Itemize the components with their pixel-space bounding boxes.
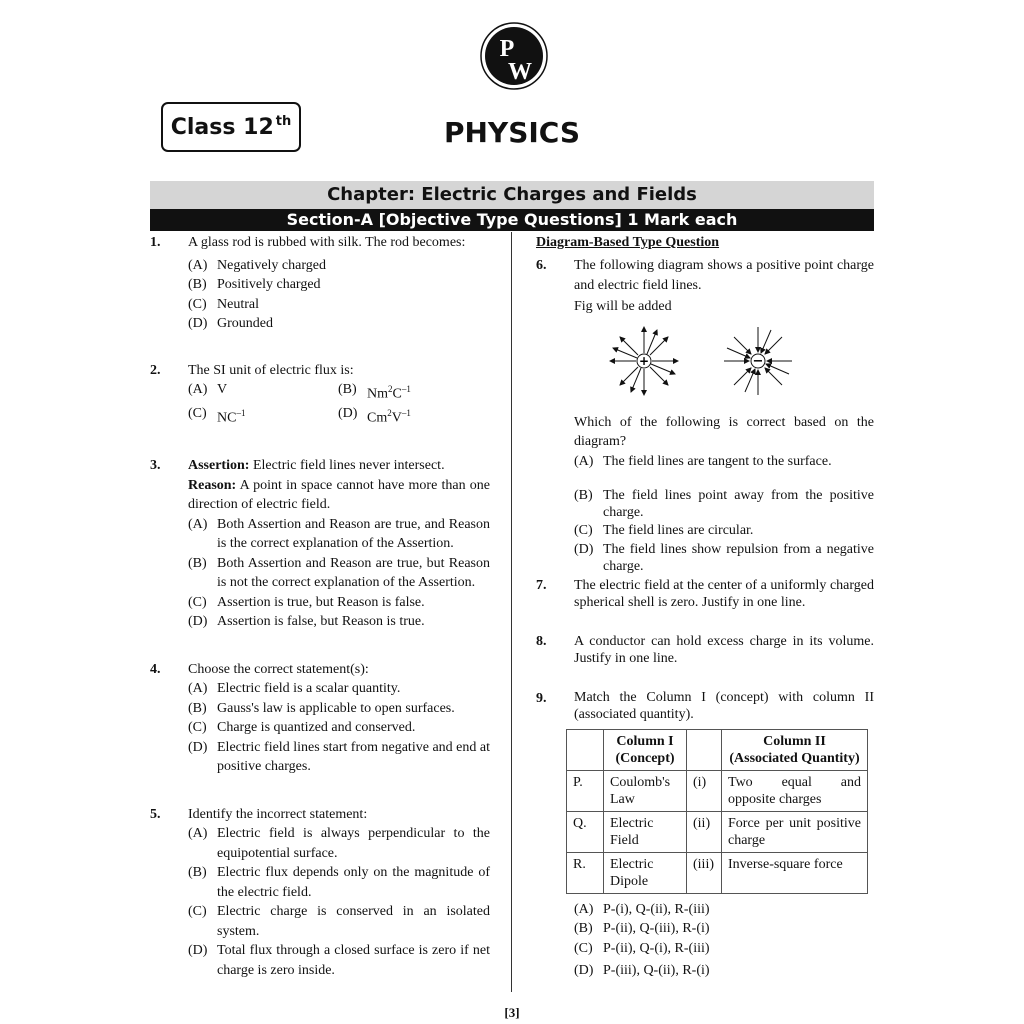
option: (A) V <box>188 382 228 397</box>
question-number: 6. <box>536 258 547 273</box>
option: (B) $Nm^2C^{-1}$ <box>338 382 411 402</box>
question-number: 4. <box>150 661 161 677</box>
table-row: P. Coulomb's Law (i) Two equal and opposite charges <box>567 770 868 811</box>
option: (C) $NC^{-1}$ <box>188 406 246 426</box>
right-column <box>536 233 874 1009</box>
option: (D) Assertion is false, but Reason is true. <box>188 614 425 630</box>
question-text: A glass rod is rubbed with silk. The rod becomes: <box>188 235 466 250</box>
svg-text:P: P <box>499 36 515 62</box>
question-text: Match the Column I (concept) with column II (associated quantity). <box>574 689 874 722</box>
option: (C) Assertion is true, but Reason is false. <box>188 594 425 610</box>
question-text: The SI unit of electric flux is: <box>188 362 354 378</box>
question-number: 9. <box>536 690 547 706</box>
option: (B) Gauss's law is applicable to open surfaces. <box>188 700 455 716</box>
column-divider <box>511 232 512 992</box>
option: (A) P-(i), Q-(ii), R-(iii) <box>574 901 710 917</box>
option: (A) Electric field is a scalar quantity. <box>188 681 401 697</box>
question-text: Identify the incorrect statement: <box>188 806 368 822</box>
option: (D) Electric field lines start from negative and end at positive charges. <box>188 739 490 775</box>
question-6 <box>536 256 874 575</box>
option: (D) $Cm^2V^{-1}$ <box>338 406 411 426</box>
subject-title: PHYSICS <box>443 116 581 149</box>
negative-charge-field-icon <box>722 325 794 397</box>
option: (C) Neutral <box>188 296 259 312</box>
option: (B) P-(ii), Q-(iii), R-(i) <box>574 921 710 936</box>
option: (A) The field lines are tangent to the surface. <box>574 453 832 469</box>
option: (A) Both Assertion and Reason are true, and Reason is the correct explanation of the Assertion. <box>188 516 490 552</box>
class-label: Class 12 <box>170 114 274 140</box>
class-badge <box>161 102 301 152</box>
table-header: Column II (Associated Quantity) <box>722 729 868 770</box>
option: (B) The field lines point away from the positive charge. <box>574 488 874 520</box>
option: (C) Charge is quantized and conserved. <box>188 720 416 736</box>
diagram-heading: Diagram-Based Type Question <box>536 235 720 250</box>
question-number: 5. <box>150 806 161 822</box>
question-9 <box>536 689 874 981</box>
pw-logo <box>480 22 548 90</box>
question-number: 8. <box>536 633 547 649</box>
question-4 <box>150 660 490 777</box>
option: (D) The field lines show repulsion from a negative charge. <box>574 541 874 574</box>
chapter-title: Chapter: Electric Charges and Fields <box>150 181 874 209</box>
match-table <box>566 729 868 894</box>
option: (D) P-(iii), Q-(ii), R-(i) <box>574 963 710 978</box>
question-number: 1. <box>150 235 161 250</box>
question-1 <box>150 233 490 334</box>
question-text: The electric field at the center of a uniformly charged spherical shell is zero. Justify in one line. <box>574 577 874 610</box>
question-5 <box>150 805 490 981</box>
svg-text:W: W <box>508 59 532 85</box>
question-8 <box>536 633 874 667</box>
svg-text:+: + <box>638 353 650 368</box>
question-7 <box>536 577 874 611</box>
question-number: 7. <box>536 577 547 593</box>
question-number: 3. <box>150 458 161 474</box>
section-title: Section-A [Objective Type Questions] 1 Mark each <box>150 209 874 231</box>
class-sup: th <box>275 113 292 129</box>
option: (C) P-(ii), Q-(i), R-(iii) <box>574 940 710 956</box>
question-text: Which of the following is correct based on the diagram? <box>574 414 874 449</box>
option: (C) The field lines are circular. <box>574 523 754 538</box>
option: (A) Negatively charged <box>188 257 326 273</box>
left-column <box>150 233 490 1008</box>
question-text: Choose the correct statement(s): <box>188 661 369 677</box>
option: (C) Electric charge is conserved in an isolated system. <box>188 904 490 939</box>
question-number: 2. <box>150 362 161 378</box>
question-text: A conductor can hold excess charge in its volume. Justify in one line. <box>574 633 874 666</box>
option: (B) Electric flux depends only on the magnitude of the electric field. <box>188 865 490 900</box>
figure-note: Fig will be added <box>574 299 672 314</box>
field-lines-diagram <box>608 325 874 397</box>
reason: Reason: A point in space cannot have more than one direction of electric field. <box>188 477 490 513</box>
option: (B) Positively charged <box>188 277 321 292</box>
svg-text:−: − <box>752 353 764 369</box>
question-2 <box>150 361 490 429</box>
option: (B) Both Assertion and Reason are true, but Reason is not the correct explanation of the Assertion. <box>188 555 490 591</box>
question-text: The following diagram shows a positive point charge and electric field lines. <box>574 258 874 293</box>
positive-charge-field-icon <box>608 325 680 397</box>
table-header: Column I (Concept) <box>604 729 687 770</box>
option: (D) Total flux through a closed surface is zero if net charge is zero inside. <box>188 943 490 978</box>
table-row: Q. Electric Field (ii) Force per unit positive charge <box>567 811 868 852</box>
assertion: Assertion: Electric field lines never intersect. <box>188 458 445 474</box>
table-row: R. Electric Dipole (iii) Inverse-square force <box>567 852 868 893</box>
option: (A) Electric field is always perpendicular to the equipotential surface. <box>188 826 490 861</box>
question-3 <box>150 456 490 632</box>
page-number: [3] <box>504 1005 520 1020</box>
option: (D) Grounded <box>188 316 273 331</box>
